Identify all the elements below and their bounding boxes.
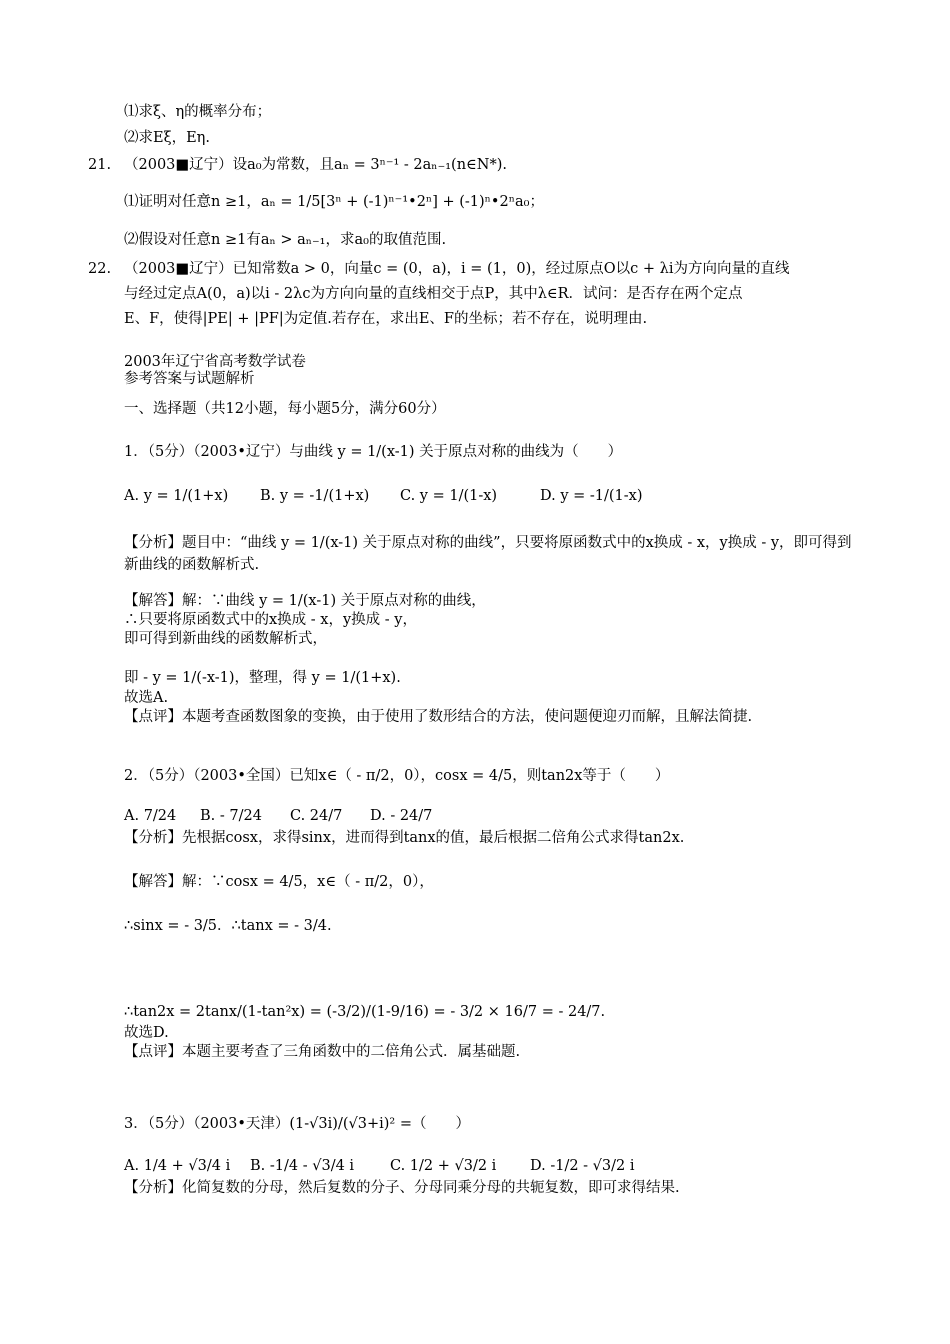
q2-solution-line: 故选D. [124, 1025, 169, 1041]
q2-option-b: B. - 7/24 [200, 808, 262, 824]
q1-comment: 【点评】本题考查函数图象的变换，由于使用了数形结合的方法，使问题便迎刃而解，且解法简捷. [124, 709, 753, 725]
q2-solution-line: ∴sinx = - 3/5．∴tanx = - 3/4. [124, 918, 332, 934]
paper-subtitle: 参考答案与试题解析 [124, 371, 255, 387]
problem20-part2: ⑵求Eξ，Eη. [124, 130, 210, 146]
q2-comment: 【点评】本题主要考查了三角函数中的二倍角公式．属基础题. [124, 1044, 521, 1060]
q1-solution-line: 【解答】解：∵曲线 y = 1/(x-1) 关于原点对称的曲线， [124, 593, 486, 609]
q1-option-c: C. y = 1/(1-x) [400, 488, 498, 504]
problem21-number: 21. [88, 157, 112, 173]
q2-option-d: D. - 24/7 [370, 808, 433, 824]
q1-solution-line: 故选A. [124, 690, 169, 706]
q1-solution-line: ∴只要将原函数式中的x换成 - x，y换成 - y， [124, 612, 417, 628]
q1-solution-line: 即可得到新曲线的函数解析式， [124, 631, 327, 647]
section-heading: 一、选择题（共12小题，每小题5分，满分60分） [124, 401, 446, 417]
q3-analysis: 【分析】化简复数的分母，然后复数的分子、分母同乘分母的共轭复数，即可求得结果. [124, 1180, 680, 1196]
q1-option-d: D. y = -1/(1-x) [540, 488, 643, 504]
problem21-stem: （2003■辽宁）设a₀为常数，且aₙ = 3ⁿ⁻¹ - 2aₙ₋₁(n∈N*). [124, 157, 507, 173]
q3-option-b: B. -1/4 - √3/4 i [250, 1158, 355, 1174]
q1-option-b: B. y = -1/(1+x) [260, 488, 370, 504]
q3-option-d: D. -1/2 - √3/2 i [530, 1158, 635, 1174]
problem22-line2: 与经过定点A(0，a)以i - 2λc为方向向量的直线相交于点P，其中λ∈R．试问：是否存在两个定点 [124, 286, 743, 302]
q1-option-a: A. y = 1/(1+x) [124, 488, 229, 504]
q1-stem: 1．（5分）（2003•辽宁）与曲线 y = 1/(x-1) 关于原点对称的曲线为（ ） [124, 444, 623, 460]
q2-stem: 2．（5分）（2003•全国）已知x∈（ - π/2，0），cosx = 4/5，则tan2x等于（ ） [124, 768, 670, 784]
q3-option-c: C. 1/2 + √3/2 i [390, 1158, 497, 1174]
q1-solution-line: 即 - y = 1/(-x-1)，整理，得 y = 1/(1+x). [124, 670, 401, 686]
q3-option-a: A. 1/4 + √3/4 i [124, 1158, 231, 1174]
q2-option-a: A. 7/24 [124, 808, 177, 824]
q2-option-c: C. 24/7 [290, 808, 343, 824]
q2-analysis: 【分析】先根据cosx，求得sinx，进而得到tanx的值，最后根据二倍角公式求得tan2x. [124, 830, 685, 846]
problem21-part1: ⑴证明对任意n ≥1，aₙ = 1/5[3ⁿ + (-1)ⁿ⁻¹•2ⁿ] + (-1)ⁿ•2ⁿa₀； [124, 194, 544, 210]
q1-analysis: 【分析】题目中：“曲线 y = 1/(x-1) 关于原点对称的曲线”，只要将原函数式中的x换成 - x，y换成 - y，即可得到新曲线的函数解析式. [124, 535, 852, 573]
q3-stem: 3．（5分）（2003•天津）(1-√3i)/(√3+i)² =（ ） [124, 1116, 470, 1132]
problem21-part2: ⑵假设对任意n ≥1有aₙ > aₙ₋₁，求a₀的取值范围. [124, 232, 447, 248]
q2-solution-line: ∴tan2x = 2tanx/(1-tan²x) = (-3/2)/(1-9/16) = - 3/2 × 16/7 = - 24/7. [124, 1004, 606, 1020]
problem22-number: 22. [88, 261, 112, 277]
q2-solution-line: 【解答】解：∵cosx = 4/5，x∈（ - π/2，0）， [124, 874, 434, 890]
paper-title: 2003年辽宁省高考数学试卷 [124, 354, 306, 370]
problem22-line1: （2003■辽宁）已知常数a > 0，向量c = (0，a)，i = (1，0)，经过原点O以c + λi为方向向量的直线 [124, 261, 790, 277]
problem20-part1: ⑴求ξ、η的概率分布； [124, 104, 272, 120]
problem22-line3: E、F，使得|PE| + |PF|为定值.若存在，求出E、F的坐标；若不存在，说明理由. [124, 311, 648, 327]
